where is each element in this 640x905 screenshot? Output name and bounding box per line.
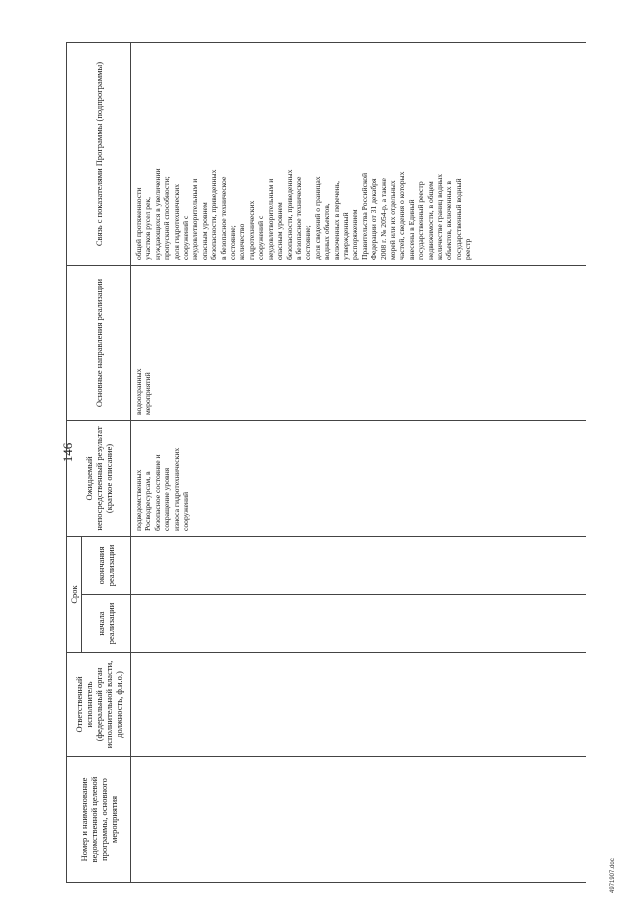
header-term-start: начала реализации — [82, 595, 131, 653]
header-row-1 — [67, 43, 82, 883]
cell-term-start — [131, 595, 587, 653]
cell-program-name — [131, 757, 587, 883]
header-program-name: Номер и наименование ведомственной целевой программы, основного мероприятия — [67, 757, 131, 883]
file-name: 4971907.doc — [610, 858, 616, 893]
cell-directions: водоохранных мероприятий — [131, 266, 587, 421]
header-executor: Ответственный исполнитель (федеральный орган исполнительной власти, должность, ф.и.о.) — [67, 653, 131, 757]
header-term-end: окончания реализации — [82, 537, 131, 595]
cell-term-end — [131, 537, 587, 595]
header-term: Срок — [67, 537, 82, 653]
header-expected-result: Ожидаемый непосредственный результат (краткое описание) — [67, 421, 131, 537]
header-indicators: Связь с показателями Программы (подпрограммы) — [67, 43, 131, 266]
cell-indicators: общей протяженности участков русел рек, нуждающихся в увеличении пропускной способности; доля гидротехнических сооружений с неудовлетворительным и опасным уровнем безопасности, приведенных в безопасное техническое состояние; количество гидротехнических сооружений с неудовлетворительным и опасным уровнем безопасности, приведенных в безопасное техническое состояние; доля сведений о границах водных объектов, включенных в перечень, утвержденный распоряжением Правительства Российской Федерации от 31 декабря 2008 г. № 2054-р, а также морей или их отдельных частей, сведения о которых внесены в Единый государственный реестр недвижимости, в общем количестве границ водных объектов, включенных в государственный водный реестр — [131, 43, 587, 266]
table-row — [131, 43, 587, 883]
cell-executor — [131, 653, 587, 757]
program-table — [66, 42, 586, 883]
header-directions: Основные направления реализации — [67, 266, 131, 421]
page-number: 146 — [60, 442, 75, 463]
cell-expected-result: подведомственных Росводресурсам, в безопасное состояние и сокращение уровня износа гидротехнических сооружений — [131, 421, 587, 537]
